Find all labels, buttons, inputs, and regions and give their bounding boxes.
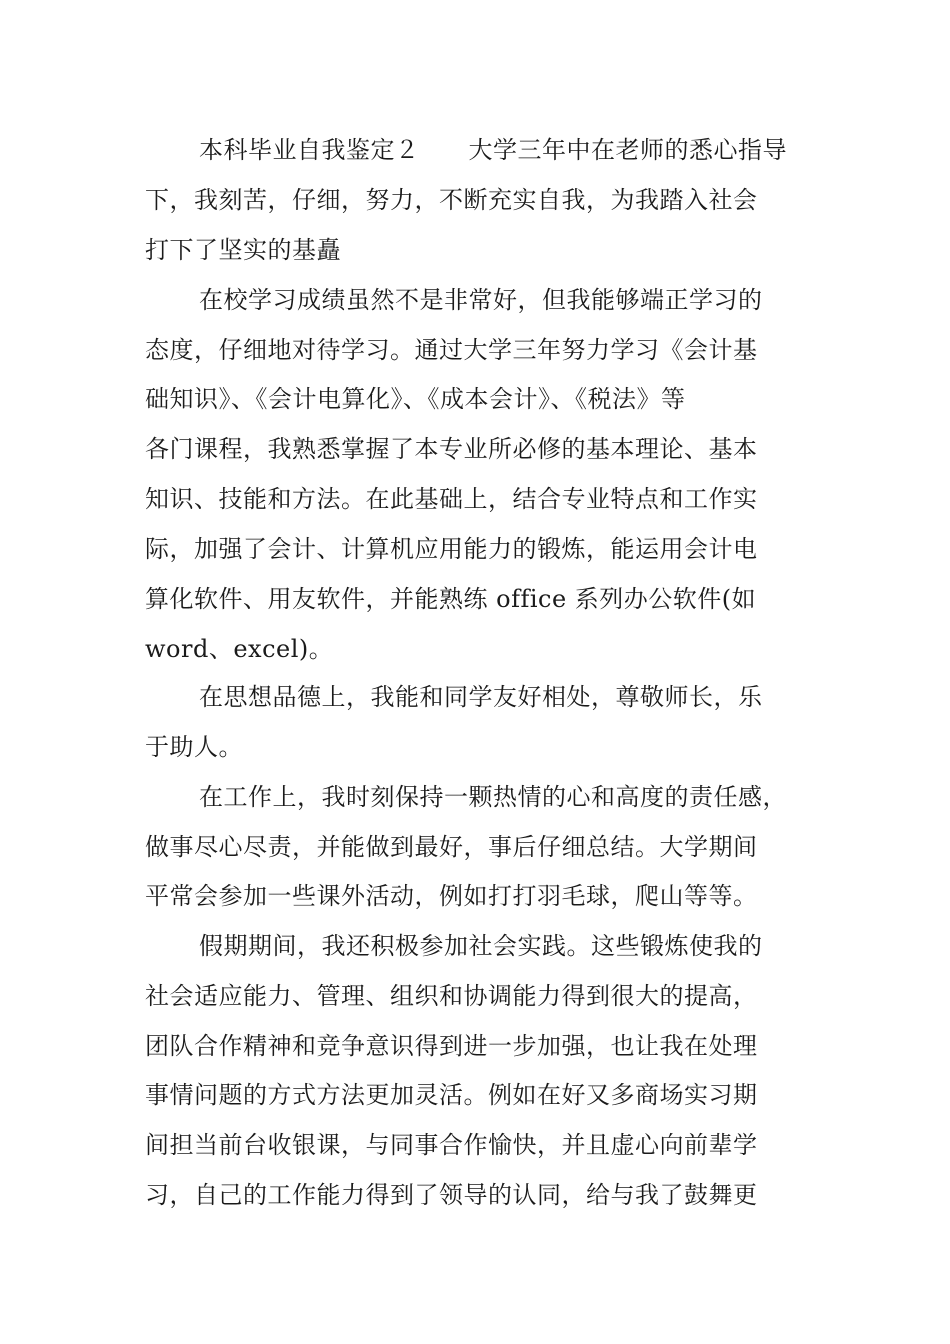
text-line: 算化软件、用友软件，并能熟练 office 系列办公软件(如 [145, 585, 757, 613]
text-line: 知识、技能和方法。在此基础上，结合专业特点和工作实 [145, 485, 758, 513]
text-line: 做事尽心尽责，并能做到最好，事后仔细总结。大学期间 [145, 833, 758, 861]
text-line: 下，我刻苦，仔细，努力，不断充实自我，为我踏入社会 [145, 186, 758, 214]
text-line: 平常会参加一些课外活动，例如打打羽毛球，爬山等等。 [145, 882, 758, 910]
text-line: 础知识》、《会计电算化》、《成本会计》、《税法》等 [145, 385, 686, 413]
text-line: word、excel)。 [145, 635, 334, 663]
text-line: 态度，仔细地对待学习。通过大学三年努力学习《会计基 [145, 336, 758, 364]
text-line: 社会适应能力、管理、组织和协调能力得到很大的提高， [145, 982, 758, 1010]
text-line: 事情问题的方式方法更加灵活。例如在好又多商场实习期 [145, 1081, 758, 1109]
text-line: 打下了坚实的基矗 [145, 236, 341, 264]
text-line: 习，自己的工作能力得到了领导的认同，给与我了鼓舞更 [145, 1181, 758, 1209]
text-line: 于助人。 [145, 733, 243, 761]
text-line: 在校学习成绩虽然不是非常好，但我能够端正学习的 [199, 286, 763, 314]
text-line: 在工作上，我时刻保持一颗热情的心和高度的责任感， [199, 783, 787, 811]
text-line: 本科毕业自我鉴定２ 大学三年中在老师的悉心指导 [199, 136, 787, 164]
text-line: 在思想品德上，我能和同学友好相处，尊敬师长，乐 [199, 683, 763, 711]
text-line: 际，加强了会计、计算机应用能力的锻炼，能运用会计电 [145, 535, 758, 563]
text-line: 假期期间，我还积极参加社会实践。这些锻炼使我的 [199, 932, 763, 960]
text-line: 间担当前台收银课，与同事合作愉快，并且虚心向前辈学 [145, 1131, 758, 1159]
text-line: 团队合作精神和竞争意识得到进一步加强，也让我在处理 [145, 1032, 758, 1060]
text-line: 各门课程，我熟悉掌握了本专业所必修的基本理论、基本 [145, 435, 758, 463]
